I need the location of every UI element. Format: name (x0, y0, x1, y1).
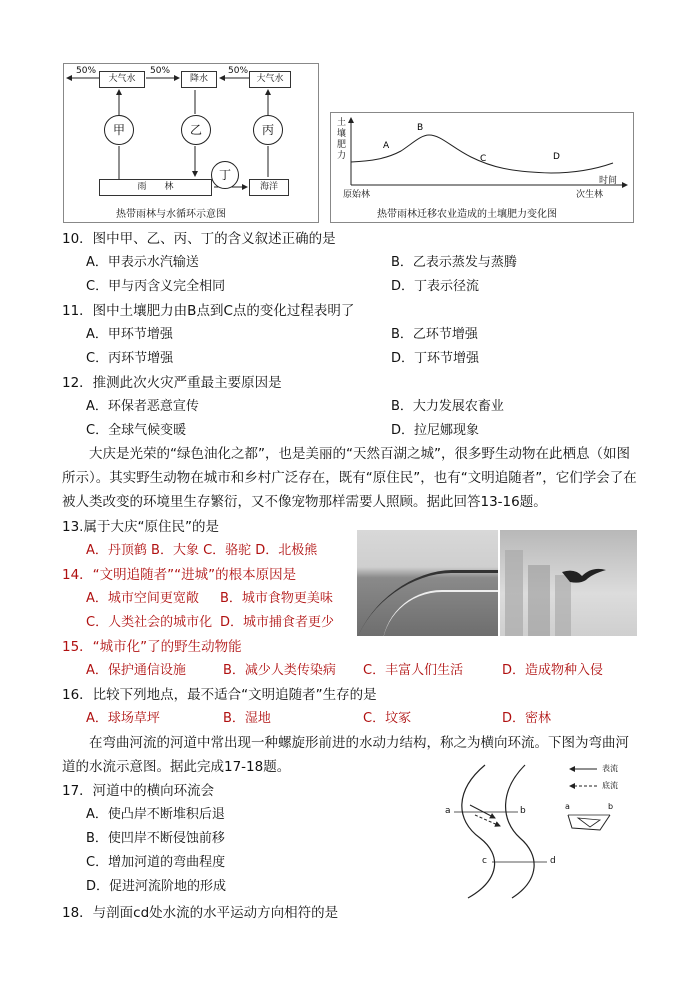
q14-option-b: B．城市食物更美味 (220, 591, 333, 606)
legend-surface-flow: 表流 (602, 764, 618, 773)
inset-label-b: b (608, 802, 614, 811)
inset-label-a: a (565, 802, 570, 811)
circle-jia: 甲 (104, 115, 134, 145)
water-cycle-caption: 热带雨林与水循环示意图 (116, 209, 226, 220)
question-18-stem: 18．与剖面cd处水流的水平运动方向相符的是 (62, 905, 339, 921)
q14-option-a: A．城市空间更宽敞 (86, 591, 199, 606)
q12-option-a: A．环保者恶意宣传 (86, 399, 199, 414)
q14-option-d: D．城市捕食者更少 (220, 615, 335, 630)
label-b: b (520, 806, 526, 816)
question-16-stem: 16．比较下列地点，最不适合“文明追随者”生存的是 (62, 687, 377, 703)
label-a: a (445, 806, 451, 816)
q11-option-c: C．丙环节增强 (86, 351, 174, 366)
q12-option-d: D．拉尼娜现象 (391, 423, 480, 438)
bird-photo (500, 530, 637, 636)
passage-daqing: 大庆是光荣的“绿色油化之都”，也是美丽的“天然百湖之城”，很多野生动物在此栖息（如图所示）。其实野生动物在城市和乡村广泛存在，既有“原住民”，也有“文明追随者”，它们学会了在被人类改变的环境里生存繁衍，又不像宠物那样需要人照顾。据此回答13-16题。 (62, 446, 637, 510)
pct-mid: 50% (150, 66, 171, 76)
q15-option-b: B．减少人类传染病 (223, 663, 336, 678)
circle-bing: 丙 (253, 115, 283, 145)
ocean-box: 海洋 (249, 179, 289, 196)
q11-option-b: B．乙环节增强 (391, 327, 478, 342)
q15-option-c: C．丰富人们生活 (363, 663, 464, 678)
q16-option-c: C．坟冢 (363, 711, 412, 726)
q12-option-c: C．全球气候变暖 (86, 423, 187, 438)
q14-option-c: C．人类社会的城市化 (86, 615, 213, 630)
question-15-stem: 15．“城市化”了的野生动物能 (62, 639, 242, 655)
q10-option-c: C．甲与丙含义完全相同 (86, 279, 226, 294)
q15-option-d: D．造成物种入侵 (502, 663, 604, 678)
q13-options: A．丹顶鹤 B．大象 C．骆驼 D．北极熊 (86, 543, 318, 558)
label-c: c (482, 856, 487, 866)
q10-option-d: D．丁表示径流 (391, 279, 480, 294)
question-10-stem: 10．图中甲、乙、丙、丁的含义叙述正确的是 (62, 231, 336, 247)
legend-bottom-flow: 底流 (602, 781, 618, 790)
point-d-label: D (553, 152, 560, 162)
point-a-label: A (383, 141, 390, 151)
atmos-water-right-box: 大气水 (249, 71, 291, 88)
q17-option-c: C．增加河道的弯曲程度 (86, 855, 226, 870)
question-12-stem: 12．推测此次火灾严重最主要原因是 (62, 375, 282, 391)
q16-option-d: D．密林 (502, 711, 552, 726)
q17-option-a: A．使凸岸不断堆积后退 (86, 807, 225, 822)
precipitation-box: 降水 (181, 71, 217, 88)
q16-option-a: A．球场草坪 (86, 711, 160, 726)
soil-x-label: 时间 (599, 176, 618, 186)
city-bridge-photo (357, 530, 498, 636)
question-13-stem: 13.属于大庆“原住民”的是 (62, 519, 219, 535)
pct-right: 50% (228, 66, 249, 76)
circle-yi: 乙 (181, 115, 211, 145)
bird-icon (500, 530, 637, 636)
q15-option-a: A．保护通信设施 (86, 663, 186, 678)
soil-fertility-caption: 热带雨林迁移农业造成的土壤肥力变化图 (377, 209, 557, 220)
point-b-label: B (417, 123, 424, 133)
water-cycle-figure (63, 63, 319, 223)
q10-option-a: A．甲表示水汽输送 (86, 255, 199, 270)
label-d: d (550, 856, 556, 866)
passage-river: 在弯曲河流的河道中常出现一种螺旋形前进的水动力结构，称之为横向环流。下图为弯曲河道的水流示意图。据此完成17-18题。 (62, 735, 629, 775)
q17-option-b: B．使凹岸不断侵蚀前移 (86, 831, 225, 846)
x-start-label: 原始林 (343, 190, 371, 200)
x-end-label: 次生林 (576, 190, 604, 200)
pct-left-out: 50% (76, 66, 97, 76)
q11-option-d: D．丁环节增强 (391, 351, 480, 366)
question-17-stem: 17．河道中的横向环流会 (62, 783, 215, 799)
q11-option-a: A．甲环节增强 (86, 327, 173, 342)
soil-y-label: 土 壤 肥 力 (337, 118, 347, 161)
point-c-label: C (480, 154, 487, 164)
rainforest-box: 雨 林 (99, 179, 212, 196)
soil-fertility-figure (330, 112, 634, 223)
q10-option-b: B．乙表示蒸发与蒸腾 (391, 255, 517, 270)
question-14-stem: 14．“文明追随者”“进城”的根本原因是 (62, 567, 297, 583)
circle-ding: 丁 (211, 161, 239, 189)
q17-option-d: D．促进河流阶地的形成 (86, 879, 227, 894)
q16-option-b: B．湿地 (223, 711, 271, 726)
atmos-water-left-box: 大气水 (99, 71, 145, 88)
river-flow-figure (440, 760, 640, 900)
q12-option-b: B．大力发展农畜业 (391, 399, 504, 414)
question-11-stem: 11．图中土壤肥力由B点到C点的变化过程表明了 (62, 303, 355, 319)
